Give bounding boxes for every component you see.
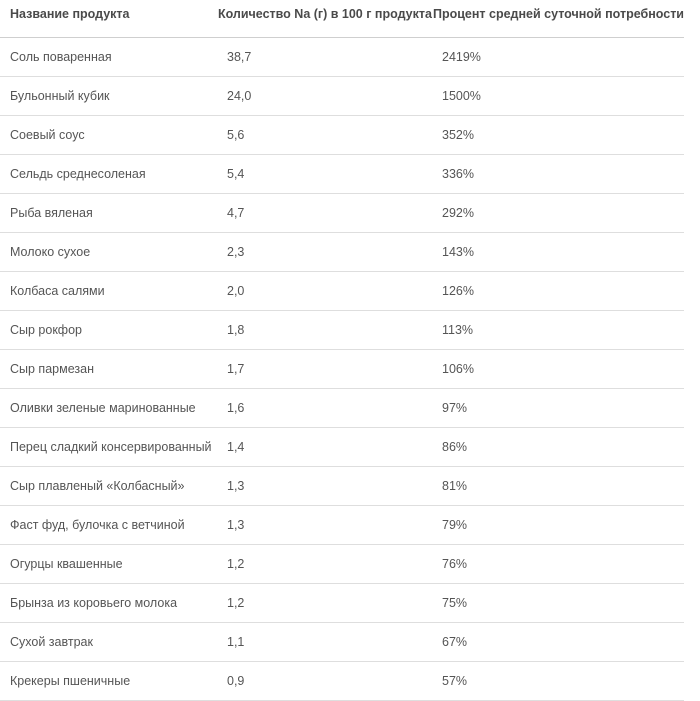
daily-percent-cell: 113% [442, 323, 474, 337]
product-name-cell: Крекеры пшеничные [10, 674, 131, 688]
daily-percent-cell: 67% [442, 635, 468, 649]
product-name-cell: Оливки зеленые маринованные [10, 401, 196, 415]
daily-percent-cell: 352% [442, 128, 474, 142]
daily-percent-cell: 81% [442, 479, 468, 493]
sodium-amount-cell: 1,2 [227, 596, 245, 610]
column-header-product-name: Название продукта [10, 7, 130, 21]
daily-percent-cell: 2419% [442, 50, 481, 64]
daily-percent-cell: 79% [442, 518, 468, 532]
sodium-amount-cell: 5,4 [227, 167, 245, 181]
table-row [0, 194, 684, 233]
sodium-amount-cell: 1,3 [227, 518, 245, 532]
sodium-amount-cell: 1,7 [227, 362, 245, 376]
daily-percent-cell: 76% [442, 557, 468, 571]
product-name-cell: Сухой завтрак [10, 635, 93, 649]
table-row [0, 350, 684, 389]
table-row [0, 272, 684, 311]
product-name-cell: Брынза из коровьего молока [10, 596, 178, 610]
table-row [0, 116, 684, 155]
product-name-cell: Соль поваренная [10, 50, 112, 64]
daily-percent-cell: 336% [442, 167, 474, 181]
daily-percent-cell: 86% [442, 440, 468, 454]
table-row [0, 311, 684, 350]
product-name-cell: Перец сладкий консервированный [10, 440, 212, 454]
table-row [0, 233, 684, 272]
daily-percent-cell: 292% [442, 206, 474, 220]
daily-percent-cell: 97% [442, 401, 468, 415]
product-name-cell: Молоко сухое [10, 245, 91, 259]
product-name-cell: Бульонный кубик [10, 89, 110, 103]
table-header-row [0, 0, 684, 38]
sodium-amount-cell: 1,2 [227, 557, 245, 571]
table-row [0, 662, 684, 701]
table-row [0, 584, 684, 623]
column-header-daily-percent: Процент средней суточной потребности [432, 7, 684, 21]
sodium-amount-cell: 1,3 [227, 479, 245, 493]
table-row [0, 506, 684, 545]
daily-percent-cell: 106% [442, 362, 474, 376]
sodium-amount-cell: 0,9 [227, 674, 245, 688]
table-row [0, 623, 684, 662]
sodium-amount-cell: 1,8 [227, 323, 245, 337]
table-row [0, 545, 684, 584]
daily-percent-cell: 1500% [442, 89, 481, 103]
sodium-amount-cell: 1,1 [227, 635, 245, 649]
product-name-cell: Рыба вяленая [10, 206, 93, 220]
daily-percent-cell: 57% [442, 674, 468, 688]
sodium-amount-cell: 38,7 [227, 50, 252, 64]
table-row [0, 155, 684, 194]
product-name-cell: Сыр плавленый «Колбасный» [10, 479, 185, 493]
daily-percent-cell: 126% [442, 284, 474, 298]
sodium-amount-cell: 4,7 [227, 206, 245, 220]
column-header-sodium-amount: Количество Na (г) в 100 г продукта [217, 7, 432, 21]
sodium-amount-cell: 5,6 [227, 128, 245, 142]
sodium-amount-cell: 24,0 [227, 89, 252, 103]
product-name-cell: Огурцы квашенные [10, 557, 123, 571]
table-row [0, 77, 684, 116]
table-row [0, 428, 684, 467]
daily-percent-cell: 143% [442, 245, 474, 259]
table-row [0, 389, 684, 428]
table-row [0, 467, 684, 506]
daily-percent-cell: 75% [442, 596, 468, 610]
table-body [0, 38, 684, 701]
sodium-amount-cell: 2,3 [227, 245, 245, 259]
product-name-cell: Сыр пармезан [10, 362, 94, 376]
product-name-cell: Сыр рокфор [10, 323, 82, 337]
sodium-amount-cell: 1,6 [227, 401, 245, 415]
product-name-cell: Соевый соус [10, 128, 85, 142]
product-name-cell: Колбаса салями [10, 284, 105, 298]
product-name-cell: Сельдь среднесоленая [10, 167, 146, 181]
sodium-amount-cell: 2,0 [227, 284, 245, 298]
sodium-amount-cell: 1,4 [227, 440, 245, 454]
product-name-cell: Фаст фуд, булочка с ветчиной [10, 518, 185, 532]
table-row [0, 38, 684, 77]
